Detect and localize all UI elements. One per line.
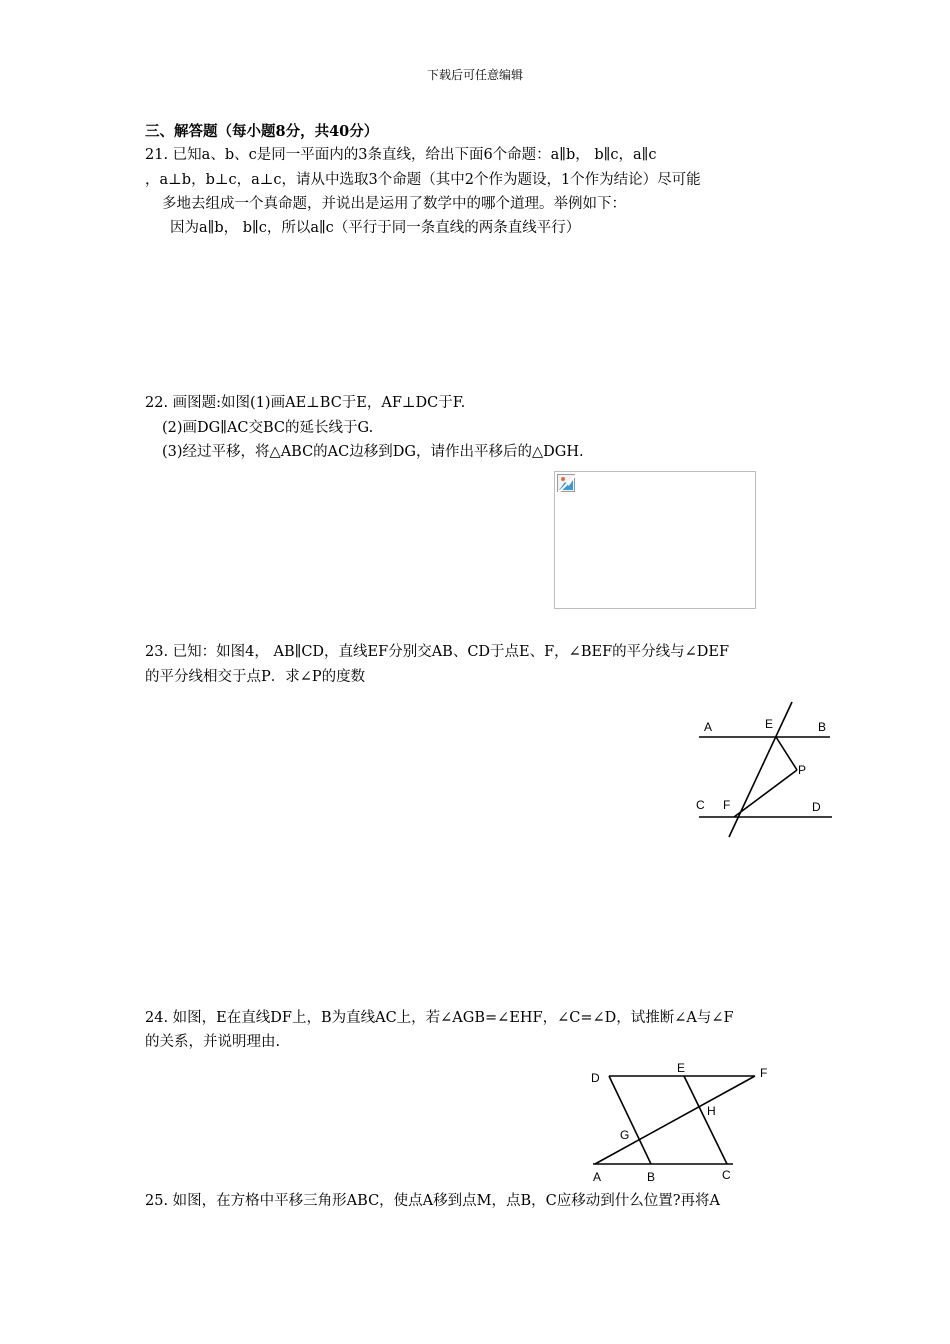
q24-line-1: 24. 如图，E在直线DF上，B为直线AC上，若∠AGB=∠EHF，∠C=∠D，试推断∠A与∠F bbox=[145, 1010, 734, 1026]
label-c: C bbox=[696, 798, 705, 812]
label-e: E bbox=[677, 1061, 686, 1075]
label-e: E bbox=[765, 717, 774, 731]
label-c: C bbox=[722, 1168, 731, 1182]
label-f: F bbox=[760, 1066, 768, 1080]
q22-line-1: 22. 画图题:如图(1)画AE⊥BC于E，AF⊥DC于F. bbox=[145, 395, 466, 411]
label-a: A bbox=[593, 1170, 602, 1184]
q22-line-2: (2)画DG∥AC交BC的延长线于G. bbox=[162, 420, 374, 436]
label-a: A bbox=[704, 720, 713, 734]
q21-line-2: ，a⊥b，b⊥c，a⊥c，请从中选取3个命题（其中2个作为题设，1个作为结论）尽可能 bbox=[145, 172, 701, 188]
q25-line-1: 25. 如图，在方格中平移三角形ABC，使点A移到点M，点B，C应移动到什么位置?再将A bbox=[145, 1193, 720, 1209]
q23-line-2: 的平分线相交于点P．求∠P的度数 bbox=[145, 669, 366, 685]
label-d: D bbox=[591, 1071, 600, 1085]
q23-figure bbox=[690, 700, 840, 845]
label-b: B bbox=[647, 1170, 656, 1184]
q23-line-1: 23. 已知：如图4， AB∥CD，直线EF分别交AB、CD于点E、F，∠BEF的平分线与∠DEF bbox=[145, 644, 730, 660]
broken-image-icon bbox=[557, 474, 577, 494]
label-f: F bbox=[723, 798, 731, 812]
q24-line-2: 的关系，并说明理由. bbox=[145, 1034, 281, 1050]
label-d: D bbox=[812, 800, 821, 814]
q21-line-1: 21. 已知a、b、c是同一平面内的3条直线，给出下面6个命题：a∥b， b∥c，a∥c bbox=[145, 147, 657, 163]
section-title: 三、解答题（每小题8分，共40分） bbox=[145, 123, 379, 140]
label-p: P bbox=[798, 763, 807, 777]
page-header-note: 下载后可任意编辑 bbox=[426, 68, 523, 82]
q22-figure-placeholder bbox=[554, 471, 756, 609]
q22-line-3: (3)经过平移，将△ABC的AC边移到DG，请作出平移后的△DGH. bbox=[162, 444, 584, 460]
label-h: H bbox=[707, 1104, 716, 1118]
label-b: B bbox=[818, 720, 827, 734]
q21-line-3: 多地去组成一个真命题，并说出是运用了数学中的哪个道理。举例如下： bbox=[162, 196, 626, 212]
q24-figure bbox=[585, 1060, 780, 1185]
q21-line-4: 因为a∥b， b∥c，所以a∥c（平行于同一条直线的两条直线平行） bbox=[170, 220, 581, 236]
label-g: G bbox=[620, 1128, 630, 1142]
